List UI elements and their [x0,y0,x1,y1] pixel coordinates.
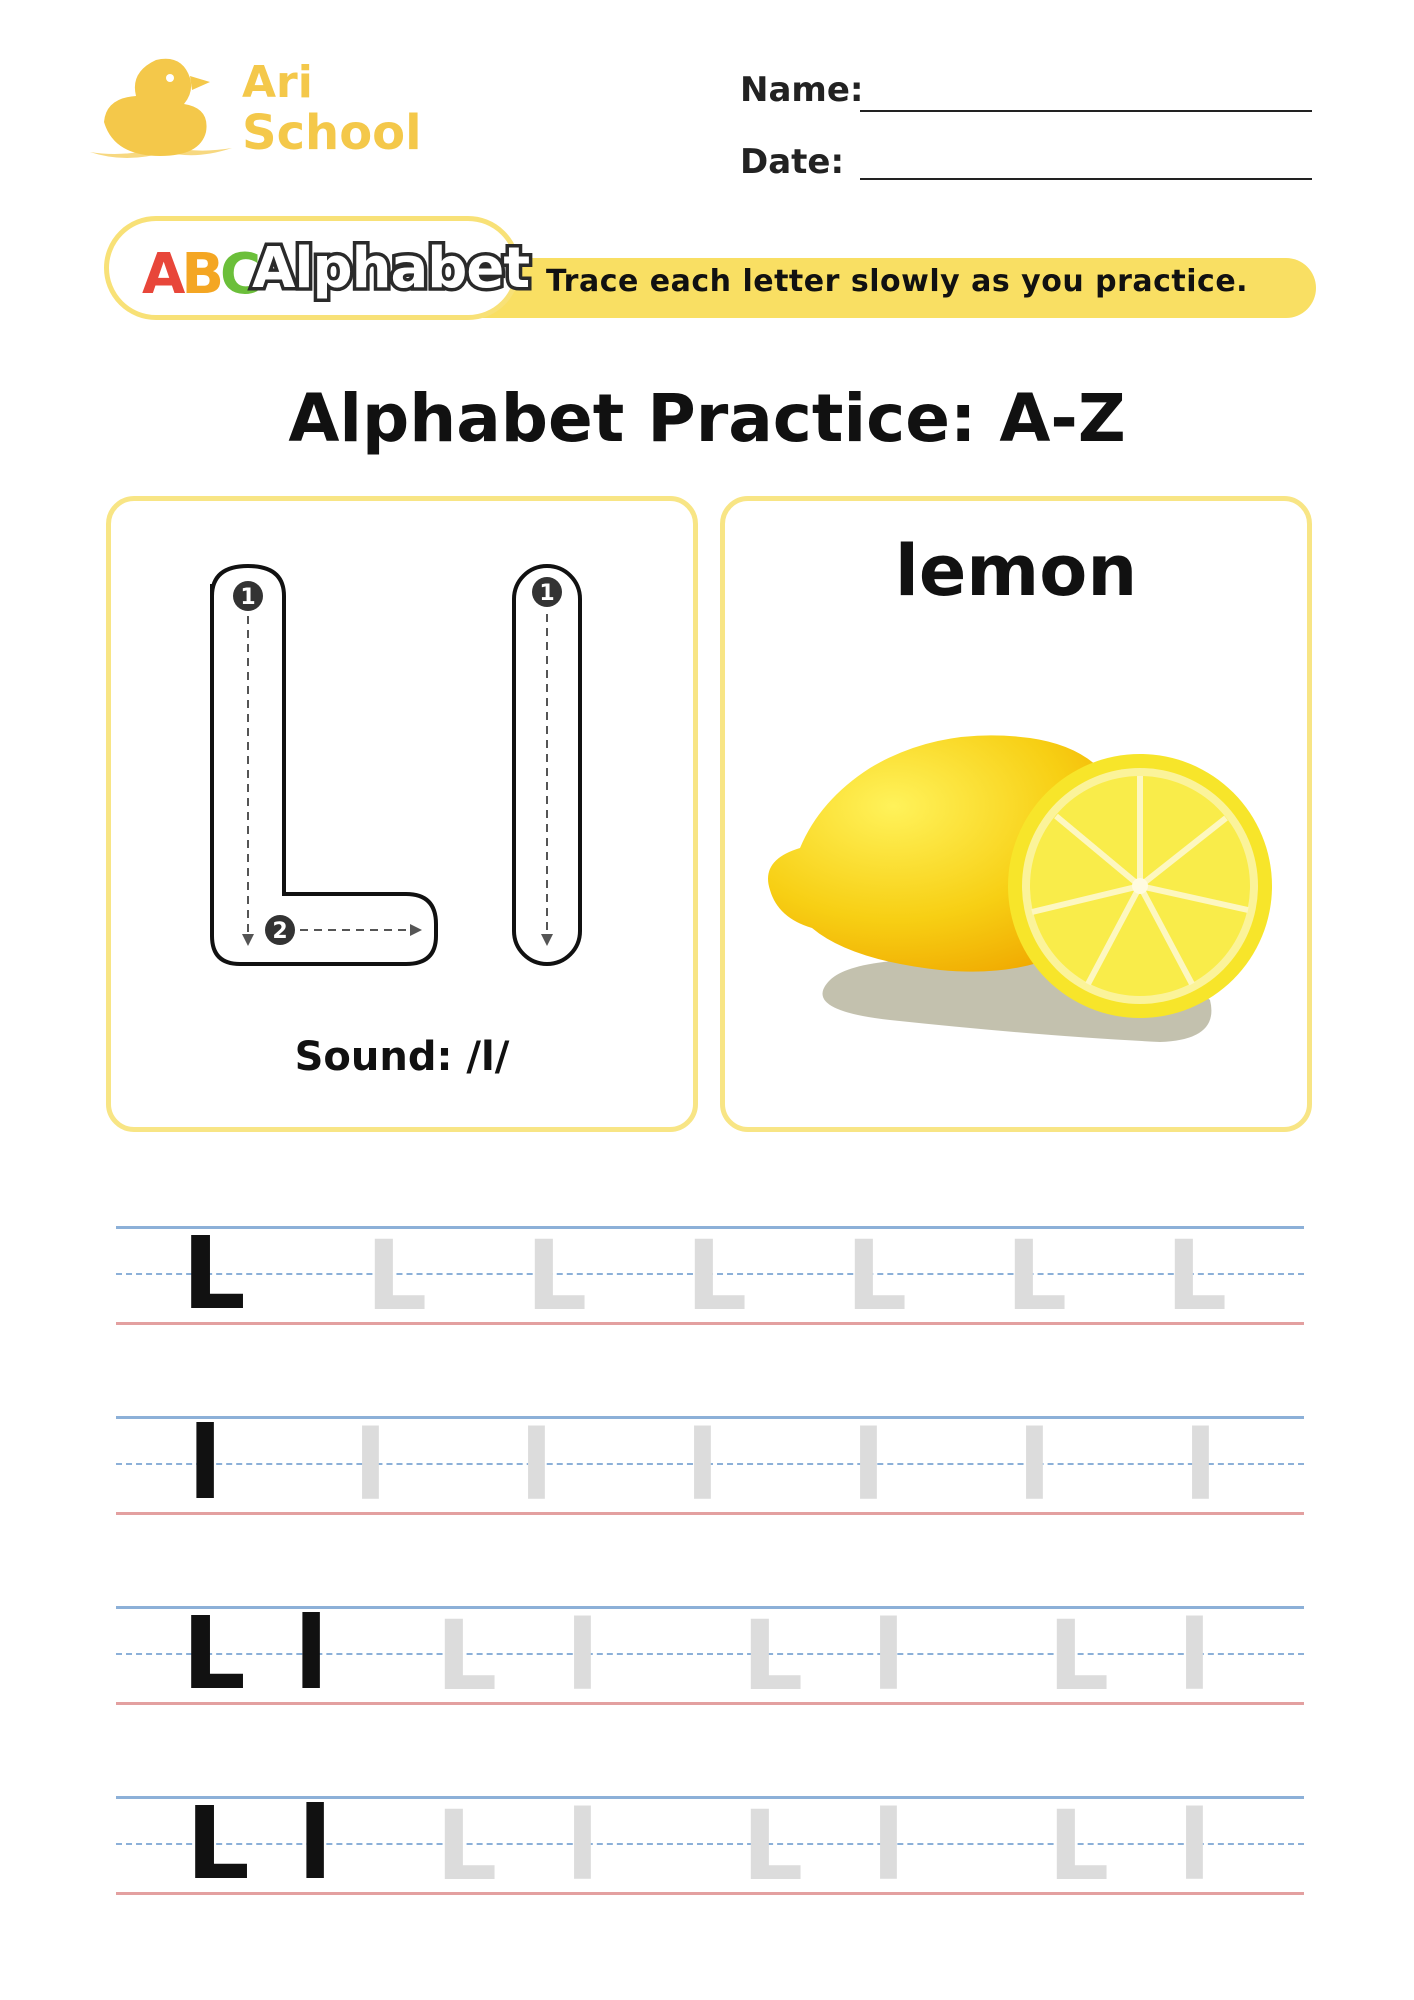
date-label: Date: [740,142,845,182]
practice-row-pair[interactable] [116,1785,1304,1902]
trace-letter: l [852,1410,885,1522]
name-label: Name: [740,70,864,110]
model-letter: l [294,1595,329,1712]
duck-logo-icon [86,52,236,162]
trace-letter: l [872,1790,905,1902]
model-letter: L [182,1215,246,1332]
date-field[interactable] [860,178,1312,180]
trace-letter: l [1184,1410,1217,1522]
abc-icon: ABC [142,242,258,307]
trace-letter: L [686,1220,748,1332]
trace-letter: l [686,1410,719,1522]
logo [86,52,446,172]
sound-label: Sound: /l/ [294,1034,510,1080]
trace-letter: l [872,1600,905,1712]
name-field[interactable] [860,110,1312,112]
lemon-illustration [740,680,1300,1060]
model-letter: L [186,1785,250,1902]
trace-letter: l [566,1790,599,1902]
practice-row-upper[interactable] [116,1215,1304,1332]
practice-row-lower[interactable] [116,1405,1304,1522]
logo-wordmark [242,57,422,161]
svg-text:1: 1 [240,585,256,610]
lowercase-outline [514,566,580,964]
trace-letter: L [1048,1600,1110,1712]
uppercase-outline [212,566,436,964]
logo-line-school: School [242,105,422,161]
trace-letter: L [742,1790,804,1902]
trace-letter: l [520,1410,553,1522]
alphabet-badge-label: Alphabet [252,236,530,301]
letter-tracing-diagram [106,496,698,1056]
trace-letter: L [526,1220,588,1332]
trace-letter: l [1178,1600,1211,1712]
instruction-text: Trace each letter slowly as you practice. [546,264,1249,299]
svg-text:2: 2 [272,919,288,944]
model-letter: L [182,1595,246,1712]
trace-letter: L [436,1600,498,1712]
trace-letter: L [1048,1790,1110,1902]
trace-letter: L [846,1220,908,1332]
practice-row-pair[interactable] [116,1595,1304,1712]
picture-word: lemon [894,530,1138,612]
trace-letter: l [566,1600,599,1712]
svg-text:1: 1 [539,581,555,606]
model-letter: l [188,1405,223,1522]
trace-letter: L [742,1600,804,1712]
page-title: Alphabet Practice: A-Z [288,380,1126,457]
logo-line-ari: Ari [242,57,313,108]
trace-letter: l [354,1410,387,1522]
trace-letter: L [366,1220,428,1332]
trace-letter: L [436,1790,498,1902]
trace-letter: l [1178,1790,1211,1902]
trace-letter: l [1018,1410,1051,1522]
trace-letter: L [1166,1220,1228,1332]
trace-letter: L [1006,1220,1068,1332]
model-letter: l [298,1785,333,1902]
